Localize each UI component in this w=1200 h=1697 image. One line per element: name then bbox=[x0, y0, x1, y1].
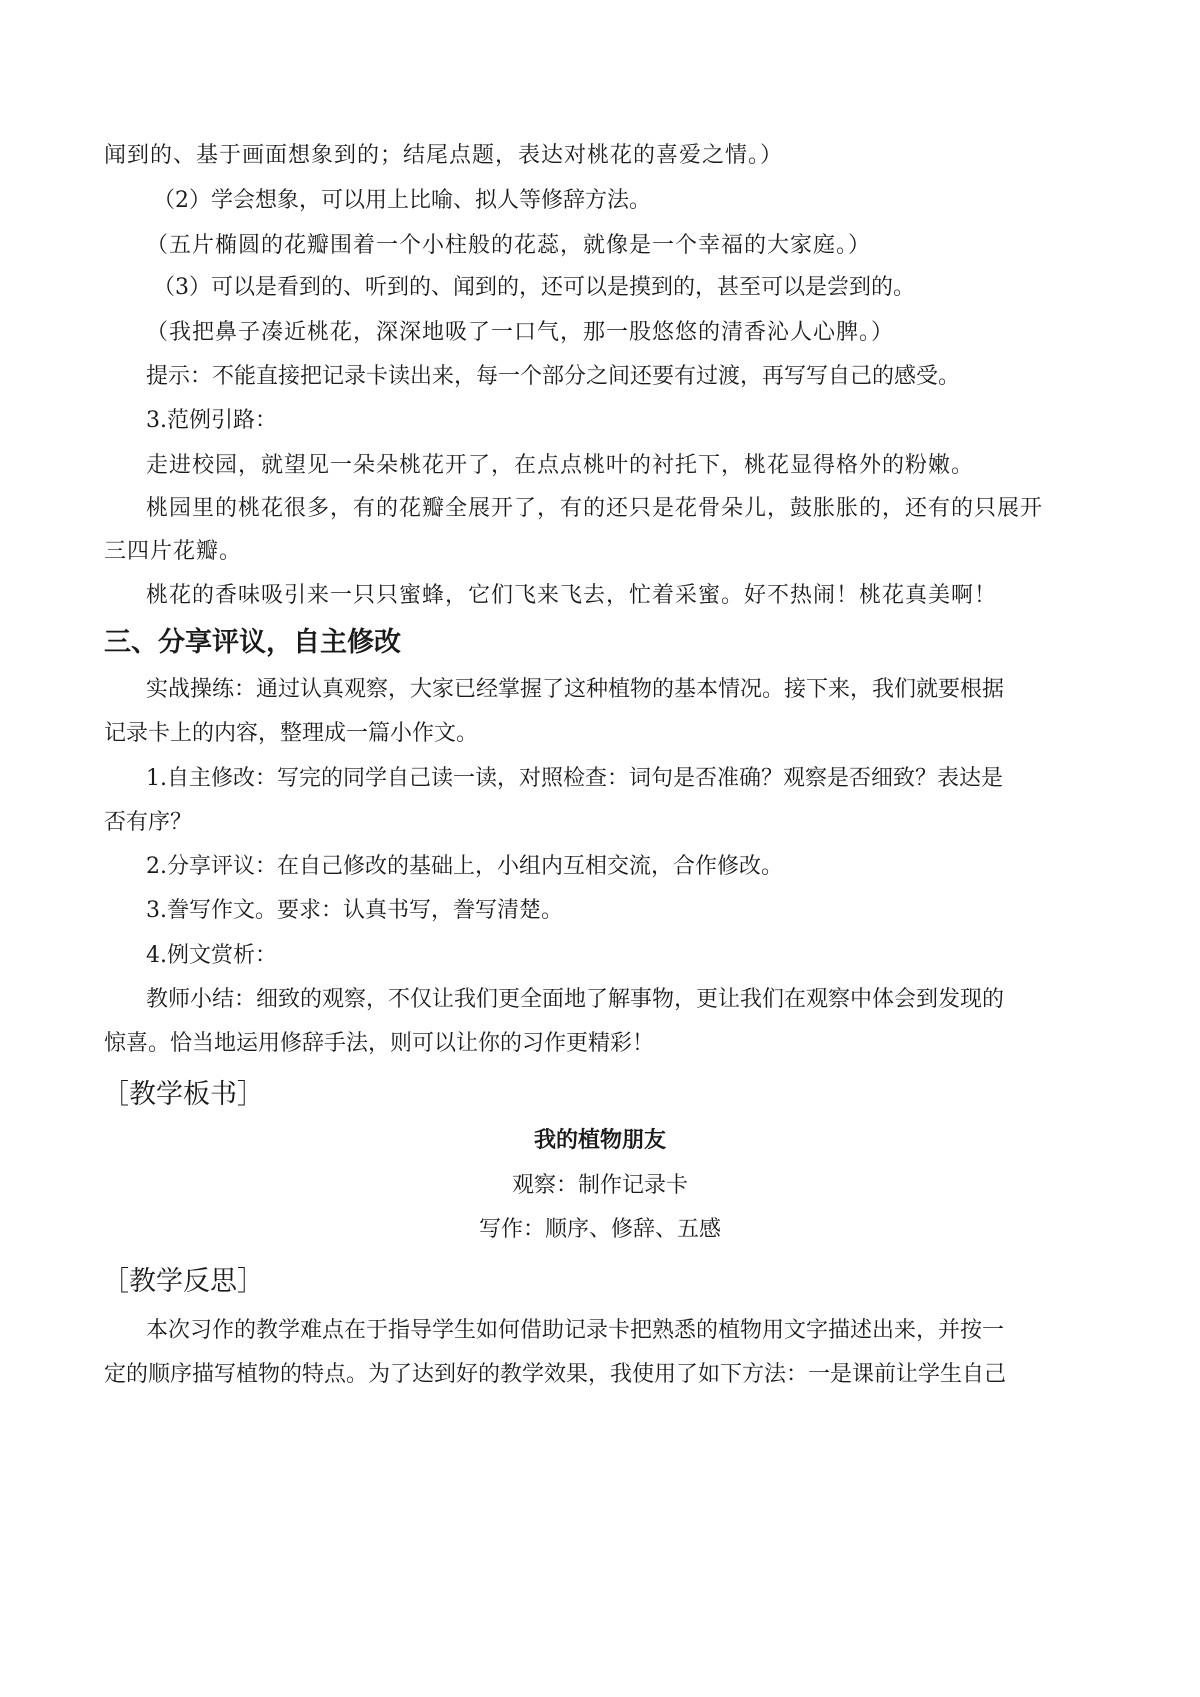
text-line: 闻到的、基于画面想象到的；结尾点题，表达对桃花的喜爱之情。） bbox=[104, 143, 784, 168]
text-line: 4.例文赏析： bbox=[146, 943, 277, 968]
text-line: 2.分享评议：在自己修改的基础上，小组内互相交流，合作修改。 bbox=[146, 854, 783, 879]
text-line: （五片椭圆的花瓣围着一个小柱般的花蕊，就像是一个幸福的大家庭。） bbox=[146, 233, 872, 258]
text-line: 定的顺序描写植物的特点。为了达到好的教学效果，我使用了如下方法：一是课前让学生自己 bbox=[104, 1362, 1007, 1387]
text-line: 1.自主修改：写完的同学自己读一读，对照检查：词句是否准确？观察是否细致？表达是 bbox=[146, 766, 1003, 791]
board-title: 我的植物朋友 bbox=[533, 1128, 666, 1153]
text-line: （2）学会想象，可以用上比喻、拟人等修辞方法。 bbox=[153, 188, 651, 213]
text-line: 惊喜。恰当地运用修辞手法，则可以让你的习作更精彩！ bbox=[104, 1031, 655, 1056]
text-line: 否有序？ bbox=[104, 810, 193, 835]
text-line: 桃花的香味吸引来一只只蜜蜂，它们飞来飞去，忙着采蜜。好不热闹！桃花真美啊！ bbox=[146, 583, 998, 608]
board-line: 写作：顺序、修辞、五感 bbox=[478, 1217, 721, 1242]
board-heading: ［教学板书］ bbox=[102, 1079, 264, 1110]
text-line: （3）可以是看到的、听到的、闻到的，还可以是摸到的，甚至可以是尝到的。 bbox=[153, 275, 915, 300]
text-line: 三四片花瓣。 bbox=[104, 539, 243, 564]
text-line: 教师小结：细致的观察，不仅让我们更全面地了解事物，更让我们在观察中体会到发现的 bbox=[146, 987, 1005, 1012]
text-line: 3.范例引路： bbox=[146, 408, 277, 433]
text-line: 提示：不能直接把记录卡读出来，每一个部分之间还要有过渡，再写写自己的感受。 bbox=[146, 364, 961, 389]
text-line: 桃园里的桃花很多，有的花瓣全展开了，有的还只是花骨朵儿，鼓胀胀的，还有的只展开 bbox=[146, 496, 1044, 521]
text-line: （我把鼻子凑近桃花，深深地吸了一口气，那一股悠悠的清香沁人心脾。） bbox=[146, 320, 895, 345]
text-line: 3.誊写作文。要求：认真书写，誊写清楚。 bbox=[146, 898, 563, 923]
reflection-heading: ［教学反思］ bbox=[102, 1266, 264, 1297]
board-line: 观察：制作记录卡 bbox=[511, 1173, 688, 1198]
text-line: 本次习作的教学难点在于指导学生如何借助记录卡把熟悉的植物用文字描述出来，并按一 bbox=[146, 1318, 1005, 1343]
text-line: 实战操练：通过认真观察，大家已经掌握了这种植物的基本情况。接下来，我们就要根据 bbox=[146, 677, 1005, 702]
text-line: 记录卡上的内容，整理成一篇小作文。 bbox=[104, 721, 479, 746]
section-heading: 三、分享评议，自主修改 bbox=[104, 627, 401, 658]
text-line: 走进校园，就望见一朵朵桃花开了，在点点桃叶的衬托下，桃花显得格外的粉嫩。 bbox=[146, 453, 975, 478]
